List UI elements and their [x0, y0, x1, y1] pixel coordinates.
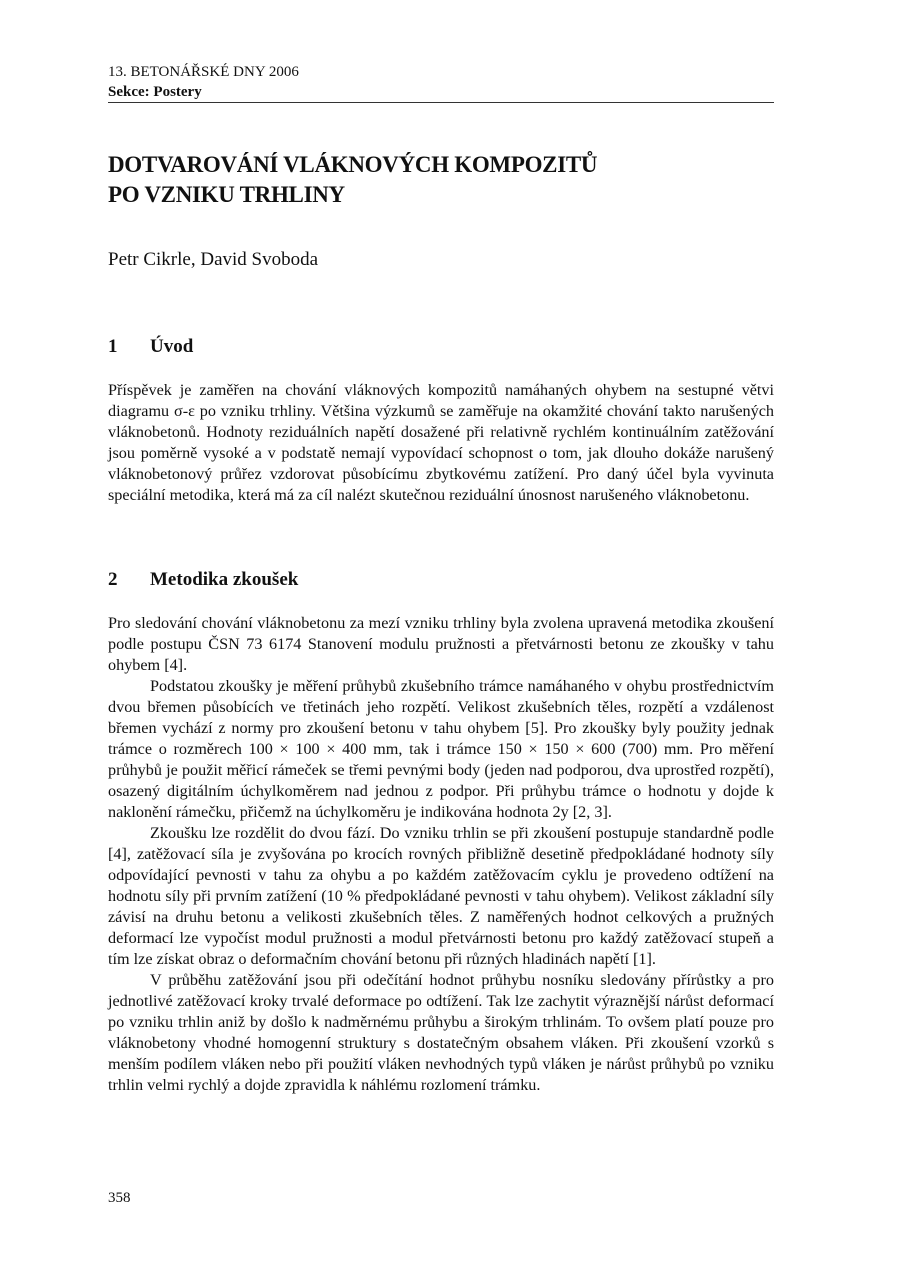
section-number: 1 [108, 336, 118, 357]
section-number: 2 [108, 569, 118, 590]
authors: Petr Cikrle, David Svoboda [108, 249, 319, 270]
section-title: Metodika zkoušek [150, 569, 299, 590]
section-heading-2 [108, 569, 298, 591]
header-rule [108, 102, 774, 103]
section-title: Úvod [150, 336, 194, 357]
title-line-1: DOTVAROVÁNÍ VLÁKNOVÝCH KOMPOZITŮ [108, 152, 598, 177]
paragraph: V průběhu zatěžování jsou při odečítání hodnot průhybu nosníku sledovány přírůstky a pro jednotlivé zatěžovací kroky trvalé deformace po odtížení. Tak lze zachytit výraznější nárůst deformací po vzniku trhlin aniž by došlo k nadměrnému průhybu a širokým trhlinám. To ovšem platí pouze pro vláknobetony vhodné homogenní struktury s dostatečným obsahem vláken. Při zkoušení vzorků s menším podílem vláken nebo při použití vláken nevhodných typů vláken je nárůst průhybů po vzniku trhlin velmi rychlý a dojde zpravidla k náhlému rozlomení trámku. [108, 971, 774, 1094]
section-2-body [108, 613, 774, 1096]
section-1-body [108, 380, 774, 506]
page-number: 358 [108, 1190, 131, 1206]
running-header-conference: 13. BETONÁŘSKÉ DNY 2006 [108, 64, 299, 80]
paragraph: Příspěvek je zaměřen na chování vláknových kompozitů namáhaných ohybem na sestupné větvi diagramu σ-ε po vzniku trhliny. Většina výzkumů se zaměřuje na okamžité chování takto narušených vláknobetonů. Hodnoty reziduálních napětí dosažené při relativně rychlém kontinuálním zatěžování jsou poměrně vysoké a v podstatě nemají vypovídací schopnost o tom, jak dlouho dokáže narušený vláknobetonový průřez vzdorovat působícímu zbytkovému zatížení. Pro daný účel byla vyvinuta speciální metodika, která má za cíl nalézt skutečnou reziduální únosnost narušeného vláknobetonu. [108, 381, 774, 504]
title-line-2: PO VZNIKU TRHLINY [108, 182, 345, 207]
running-header-section: Sekce: Postery [108, 84, 202, 100]
section-heading-1 [108, 336, 193, 358]
paragraph: Podstatou zkoušky je měření průhybů zkušebního trámce namáhaného v ohybu prostřednictvím dvou břemen působících ve třetinách jeho rozpětí. Velikost zkušebních těles, rozpětí a vzdálenost břemen vychází z normy pro zkoušení betonu v tahu ohybem [5]. Pro zkoušky byly použity jednak trámce o rozměrech 100 × 100 × 400 mm, tak i trámce 150 × 150 × 600 (700) mm. Pro měření průhybů je použit měřicí rámeček se třemi pevnými body (jeden nad podporou, dva uprostřed rozpětí), osazený digitálním úchylkoměrem nad jednou z podpor. Při průhybu trámce o hodnotu y dojde k naklonění rámečku, přičemž na úchylkoměru je indikována hodnota 2y [2, 3]. [108, 677, 774, 821]
paper-title [108, 150, 597, 210]
paragraph: Pro sledování chování vláknobetonu za mezí vzniku trhliny byla zvolena upravená metodika zkoušení podle postupu ČSN 73 6174 Stanovení modulu pružnosti a přetvárnosti betonu ze zkoušky v tahu ohybem [4]. [108, 614, 774, 674]
paragraph: Zkoušku lze rozdělit do dvou fází. Do vzniku trhlin se při zkoušení postupuje standardně podle [4], zatěžovací síla je zvyšována po krocích rovných přibližně desetině předpokládané hodnoty síly odpovídající pevnosti v tahu za ohybu a po každém zatěžovacím cyklu je provedeno odtížení na hodnotu síly při prvním zatížení (10 % předpokládané pevnosti v tahu ohybem). Velikost základní síly závisí na druhu betonu a velikosti zkušebních těles. Z naměřených hodnot celkových a pružných deformací lze vypočíst modul pružnosti a modul přetvárnosti betonu pro každý zatěžovací stupeň a tím lze získat obraz o deformačním chování betonu při různých hladinách napětí [1]. [108, 824, 774, 968]
